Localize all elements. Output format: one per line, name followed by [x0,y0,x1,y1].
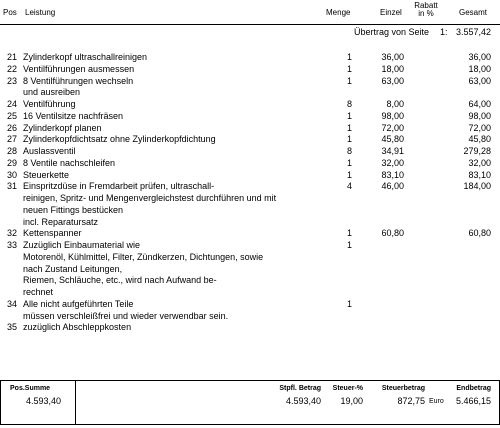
item-total: 45,80 [468,134,491,145]
item-total: 60,80 [468,228,491,239]
table-row [0,134,500,146]
header-quantity: Menge [326,8,351,17]
header-unit-price: Einzel [380,8,402,17]
item-position: 24 [7,99,18,109]
taxable-amount-label: Stpfl. Betrag [279,385,321,392]
carry-over-amount: 3.557,42 [455,27,491,37]
item-position: 31 [7,181,18,192]
tax-percent-value: 19,00 [340,396,363,406]
item-description: Auslassventil [23,146,76,156]
item-position: 22 [7,63,18,74]
item-description: 16 Ventilsitze nachfräsen [23,110,124,121]
item-description: Einspritzdüse in Fremdarbeit prüfen, ultraschall- reinigen, Spritz- und Mengenvergleichstest durchführen und mit neuen Fittings bestücken incl. Reparatursatz [23,181,277,227]
tax-amount-label: Steuerbetrag [381,385,425,392]
item-quantity: 1 [346,169,352,180]
item-quantity: 1 [346,110,352,121]
table-row [0,228,500,240]
item-description: Kettenspanner [23,228,82,239]
item-unit-price: 63,00 [381,75,404,86]
item-unit-price: 72,00 [381,122,404,133]
item-description: zuzüglich Abschleppkosten [23,322,132,333]
table-header [0,1,500,24]
item-quantity: 1 [346,52,352,62]
tax-amount-value: 872,75 [397,396,425,406]
pos-summe-label: Pos.Summe [10,385,51,392]
table-row [0,76,500,100]
item-description: Zylinderkopf planen [23,122,102,133]
item-unit-price: 36,00 [381,52,404,62]
item-quantity: 1 [346,157,352,168]
item-position: 28 [7,146,18,156]
item-total: 184,00 [463,181,491,192]
item-total: 72,00 [468,122,491,133]
table-row [0,99,500,111]
table-row [0,123,500,135]
item-description: Zuzüglich Einbaumaterial wie Motorenöl, Kühlmittel, Filter, Zündkerzen, Dichtungen, sowie nach Zustand Leitungen, Riemen, Schläuche, etc., wird nach Aufwand be- rechnet [23,240,264,297]
table-row [0,299,500,323]
item-unit-price: 34,91 [381,146,404,156]
item-total: 32,00 [468,157,491,168]
item-unit-price: 98,00 [381,110,404,121]
header-description: Leistung [25,8,56,17]
item-unit-price: 18,00 [381,63,404,74]
item-quantity: 1 [346,134,352,145]
line-items [0,52,500,334]
currency-label: Euro [429,398,444,405]
table-row [0,158,500,170]
item-position: 26 [7,122,18,133]
header-discount-line2: in % [418,9,434,18]
item-total: 279,28 [463,146,491,156]
item-unit-price: 32,00 [381,157,404,168]
item-quantity: 1 [346,228,352,239]
table-row [0,181,500,228]
header-discount-line1: Rabatt [414,1,438,10]
item-position: 33 [7,240,18,250]
item-description: 8 Ventile nachschleifen [23,157,116,168]
item-quantity: 1 [346,298,352,309]
item-unit-price: 83,10 [381,169,404,180]
totals-footer [0,381,500,424]
item-description: Zylinderkopf ultraschallreinigen [23,52,148,62]
item-total: 36,00 [468,52,491,62]
item-quantity: 8 [346,146,352,156]
header-total: Gesamt [459,8,488,17]
item-description: Ventilführung [23,99,76,109]
table-row [0,146,500,158]
item-position: 27 [7,134,18,145]
item-description: 8 Ventilführungen wechseln und ausreiben [23,75,134,98]
final-amount-label: Endbetrag [456,385,491,392]
item-position: 25 [7,110,18,121]
item-unit-price: 60,80 [381,228,404,239]
carry-over-page: 1: [440,27,448,37]
item-quantity: 1 [346,63,352,74]
item-quantity: 1 [346,240,352,250]
item-position: 21 [7,52,18,62]
table-row [0,322,500,334]
item-position: 32 [7,228,18,239]
item-position: 23 [7,75,18,86]
header-pos: Pos [3,8,17,17]
table-row [0,52,500,64]
item-position: 35 [7,322,18,333]
tax-percent-label: Steuer-% [332,385,363,392]
header-divider [0,24,500,25]
item-unit-price: 8,00 [386,99,404,109]
item-quantity: 4 [346,181,352,192]
item-position: 30 [7,169,18,180]
table-row [0,170,500,182]
taxable-amount-value: 4.593,40 [285,396,321,406]
item-quantity: 1 [346,75,352,86]
item-position: 34 [7,298,18,309]
pos-summe-value: 4.593,40 [26,396,62,406]
item-description: Zylinderkopfdichtsatz ohne Zylinderkopfdichtung [23,134,216,145]
item-total: 83,10 [468,169,491,180]
item-quantity: 1 [346,122,352,133]
item-unit-price: 45,80 [381,134,404,145]
item-total: 64,00 [468,99,491,109]
item-unit-price: 46,00 [381,181,404,192]
item-description: Alle nicht aufgeführten Teile müssen verschleißfrei und wieder verwendbar sein. [23,298,229,321]
item-position: 29 [7,157,18,168]
final-amount-value: 5.466,15 [455,396,491,406]
item-quantity: 8 [346,99,352,109]
table-row [0,240,500,299]
table-row [0,64,500,76]
item-total: 18,00 [468,63,491,74]
item-description: Steuerkette [23,169,70,180]
item-total: 63,00 [468,75,491,86]
item-description: Ventilführungen ausmessen [23,63,135,74]
carry-over-row [0,27,500,39]
item-total: 98,00 [468,110,491,121]
carry-over-label: Übertrag von Seite [354,27,430,37]
table-row [0,111,500,123]
